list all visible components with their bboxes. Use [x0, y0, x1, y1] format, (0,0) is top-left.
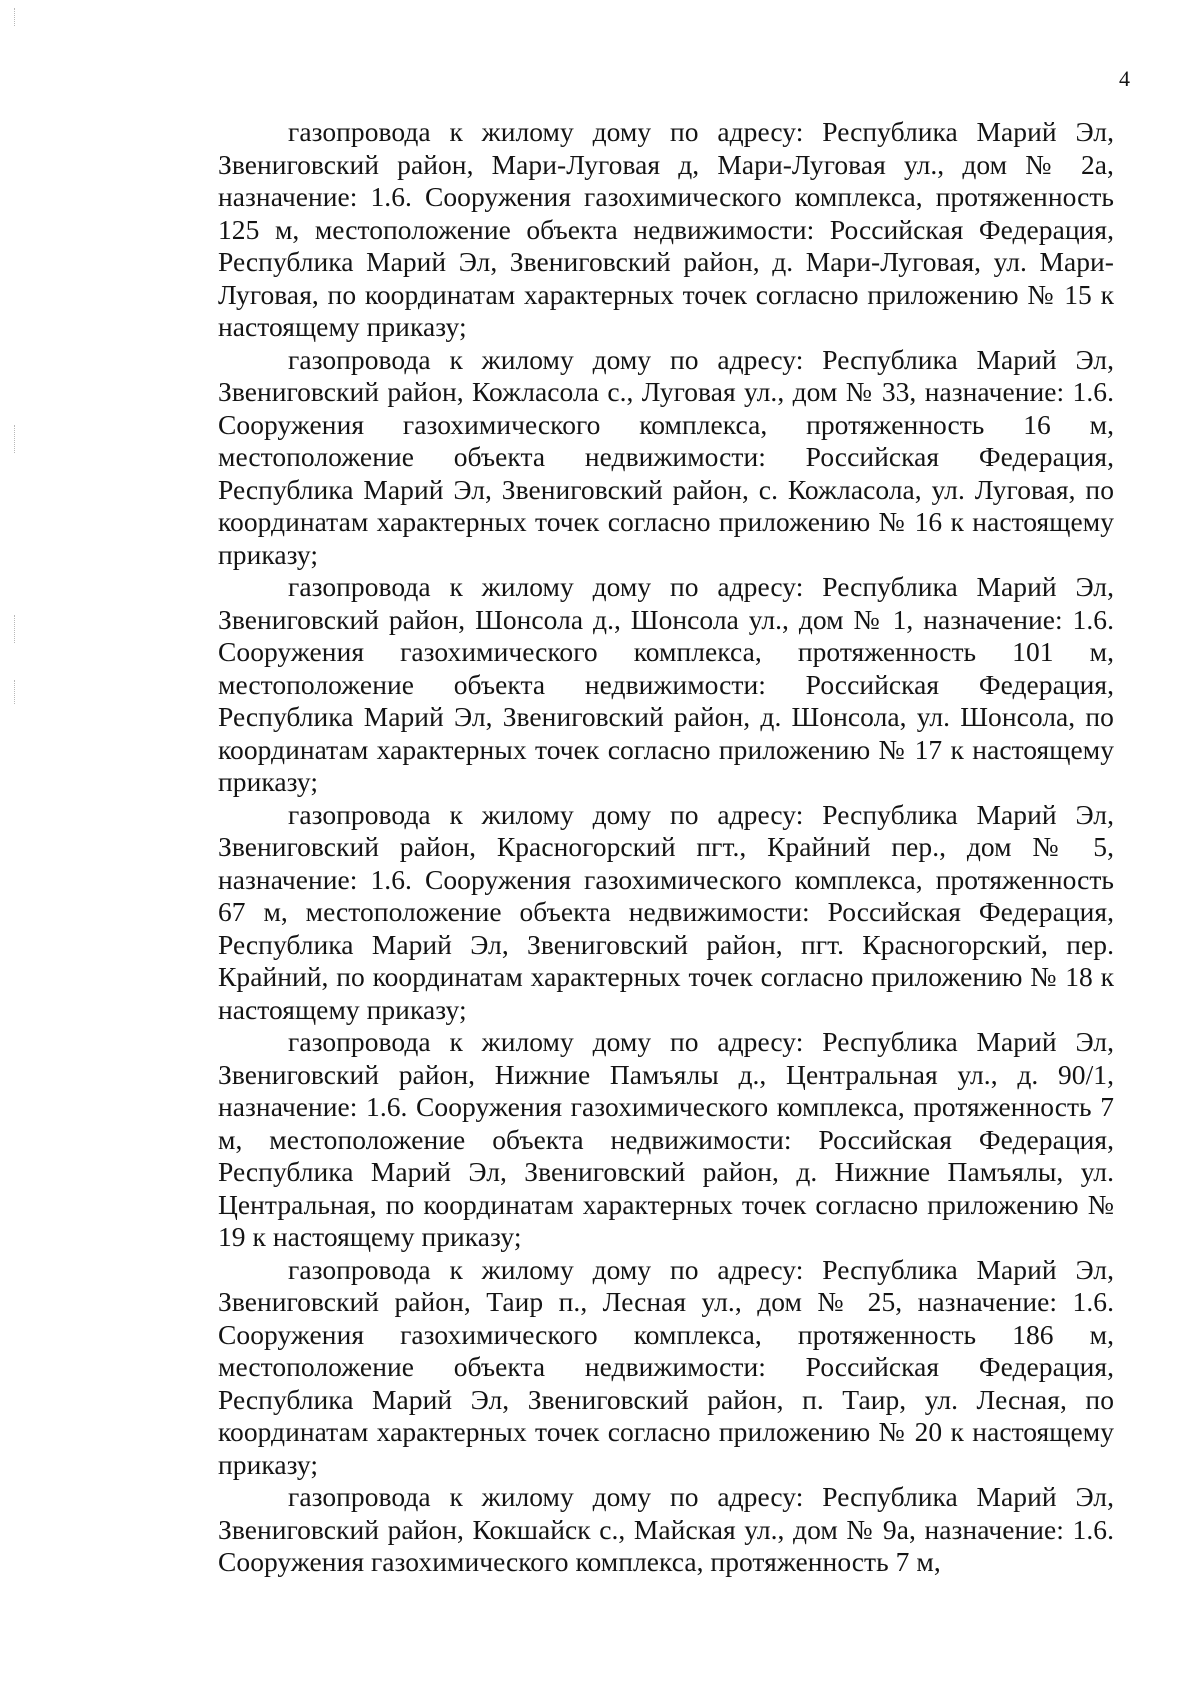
scan-margin-mark — [14, 8, 17, 26]
paragraph-item: газопровода к жилому дому по адресу: Республика Марий Эл, Звениговский район, Красногорский пгт., Крайний пер., дом № 5, назначение: 1.6. Сооружения газохимического комплекса, протяженность 67 м, местоположение объекта недвижимости: Российская Федерация, Республика Марий Эл, Звениговский район, пгт. Красногорский, пер. Крайний, по координатам характерных точек согласно приложению № 18 к настоящему приказу; — [218, 798, 1114, 1025]
paragraph-item: газопровода к жилому дому по адресу: Республика Марий Эл, Звениговский район, Шонсола д., Шонсола ул., дом № 1, назначение: 1.6. Сооружения газохимического комплекса, протяженность 101 м, местоположение объекта недвижимости: Российская Федерация, Республика Марий Эл, Звениговский район, д. Шонсола, ул. Шонсола, по координатам характерных точек согласно приложению № 17 к настоящему приказу; — [218, 571, 1114, 797]
scan-margin-mark — [14, 425, 17, 453]
paragraph-item: газопровода к жилому дому по адресу: Республика Марий Эл, Звениговский район, Нижние Памъялы д., Центральная ул., д. 90/1, назначение: 1.6. Сооружения газохимического комплекса, протяженность 7 м, местоположение объекта недвижимости: Российская Федерация, Республика Марий Эл, Звениговский район, д. Нижние Памъялы, ул. Центральная, по координатам характерных точек согласно приложению № 19 к настоящему приказу; — [218, 1026, 1114, 1252]
page-number: 4 — [1119, 66, 1130, 91]
paragraph-item: газопровода к жилому дому по адресу: Республика Марий Эл, Звениговский район, Таир п., Лесная ул., дом № 25, назначение: 1.6. Сооружения газохимического комплекса, протяженность 186 м, местоположение объекта недвижимости: Российская Федерация, Республика Марий Эл, Звениговский район, п. Таир, ул. Лесная, по координатам характерных точек согласно приложению № 20 к настоящему приказу; — [218, 1253, 1114, 1480]
scan-margin-mark — [14, 680, 17, 704]
document-body — [218, 116, 1114, 1579]
paragraph-item: газопровода к жилому дому по адресу: Республика Марий Эл, Звениговский район, Кожласола с., Луговая ул., дом № 33, назначение: 1.6. Сооружения газохимического комплекса, протяженность 16 м, местоположение объекта недвижимости: Российская Федерация, Республика Марий Эл, Звениговский район, с. Кожласола, ул. Луговая, по координатам характерных точек согласно приложению № 16 к настоящему приказу; — [218, 343, 1114, 570]
paragraph-item: газопровода к жилому дому по адресу: Республика Марий Эл, Звениговский район, Кокшайск с., Майская ул., дом № 9а, назначение: 1.6. Сооружения газохимического комплекса, протяженность 7 м, — [218, 1481, 1114, 1577]
scan-margin-mark — [14, 615, 17, 643]
paragraph-item: газопровода к жилому дому по адресу: Республика Марий Эл, Звениговский район, Мари-Луговая д, Мари-Луговая ул., дом № 2а, назначение: 1.6. Сооружения газохимического комплекса, протяженность 125 м, местоположение объекта недвижимости: Российская Федерация, Республика Марий Эл, Звениговский район, д. Мари-Луговая, ул. Мари-Луговая, по координатам характерных точек согласно приложению № 15 к настоящему приказу; — [218, 116, 1114, 342]
